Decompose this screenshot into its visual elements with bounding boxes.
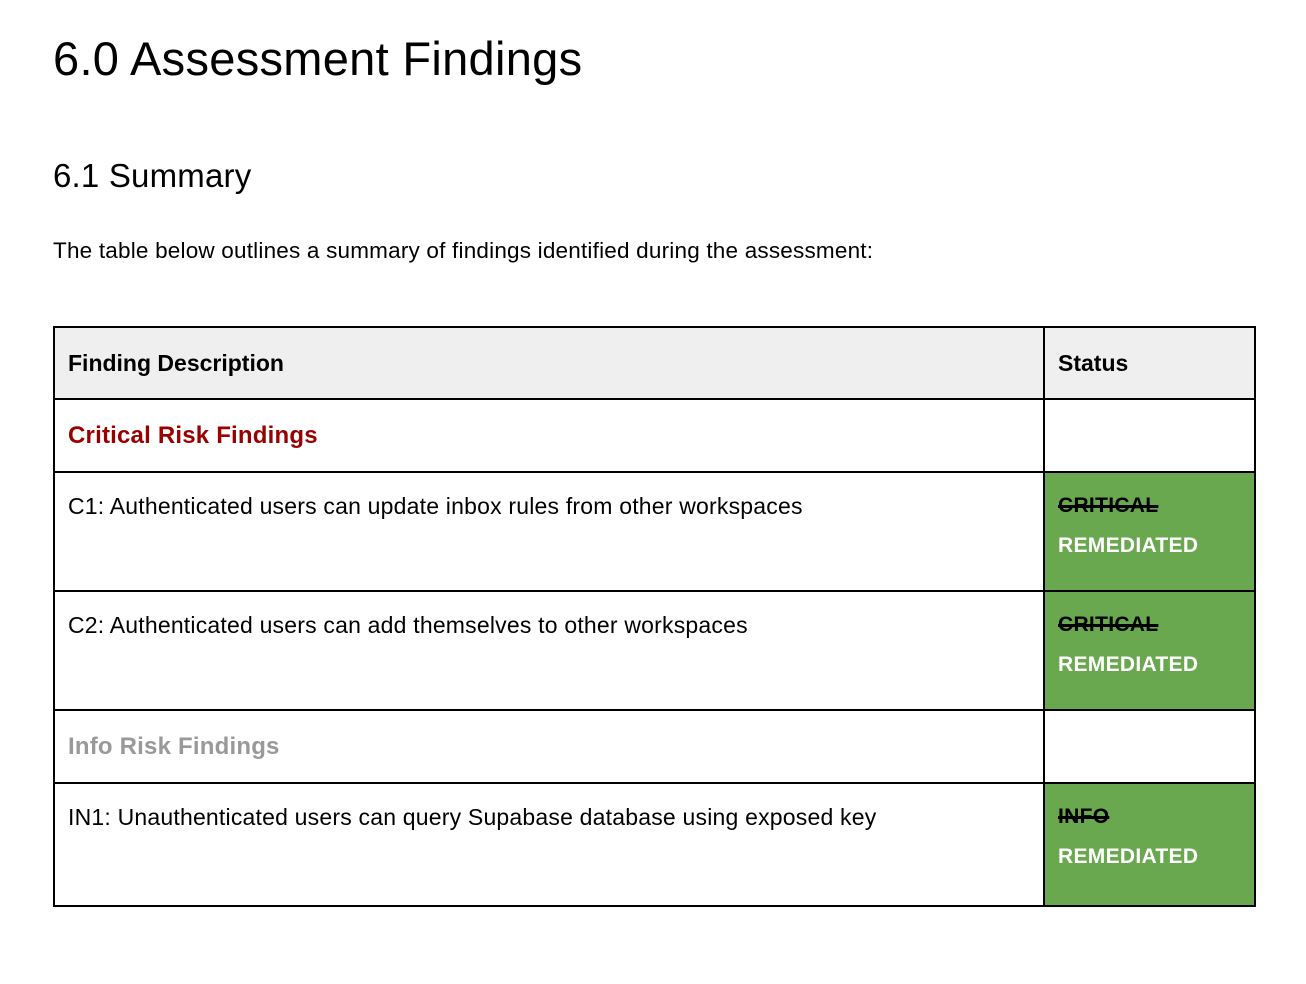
status-old-label: INFO (1058, 805, 1110, 829)
findings-summary-table (53, 326, 1256, 907)
table-row (54, 399, 1255, 472)
table-row (54, 472, 1255, 591)
status-old-label: CRITICAL (1058, 613, 1159, 637)
status-cell-empty (1044, 399, 1255, 472)
status-cell (1044, 783, 1255, 906)
table-row (54, 710, 1255, 783)
table-row (54, 591, 1255, 710)
finding-description: C1: Authenticated users can update inbox rules from other workspaces (54, 472, 1044, 591)
section-heading: 6.0 Assessment Findings (53, 32, 583, 85)
status-cell (1044, 591, 1255, 710)
status-new-label: REMEDIATED (1058, 845, 1199, 869)
finding-description: IN1: Unauthenticated users can query Supabase database using exposed key (54, 783, 1044, 906)
table-header-row (54, 327, 1255, 399)
column-header-status: Status (1044, 327, 1255, 399)
status-old-label: CRITICAL (1058, 494, 1159, 518)
section-label-info: Info Risk Findings (54, 710, 1044, 783)
status-new-label: REMEDIATED (1058, 653, 1199, 677)
table-row (54, 783, 1255, 906)
status-new-label: REMEDIATED (1058, 534, 1199, 558)
intro-paragraph: The table below outlines a summary of findings identified during the assessment: (53, 238, 874, 264)
subsection-heading: 6.1 Summary (53, 157, 252, 195)
status-cell (1044, 472, 1255, 591)
status-cell-empty (1044, 710, 1255, 783)
section-label-critical: Critical Risk Findings (54, 399, 1044, 472)
finding-description: C2: Authenticated users can add themselves to other workspaces (54, 591, 1044, 710)
column-header-finding-description: Finding Description (54, 327, 1044, 399)
